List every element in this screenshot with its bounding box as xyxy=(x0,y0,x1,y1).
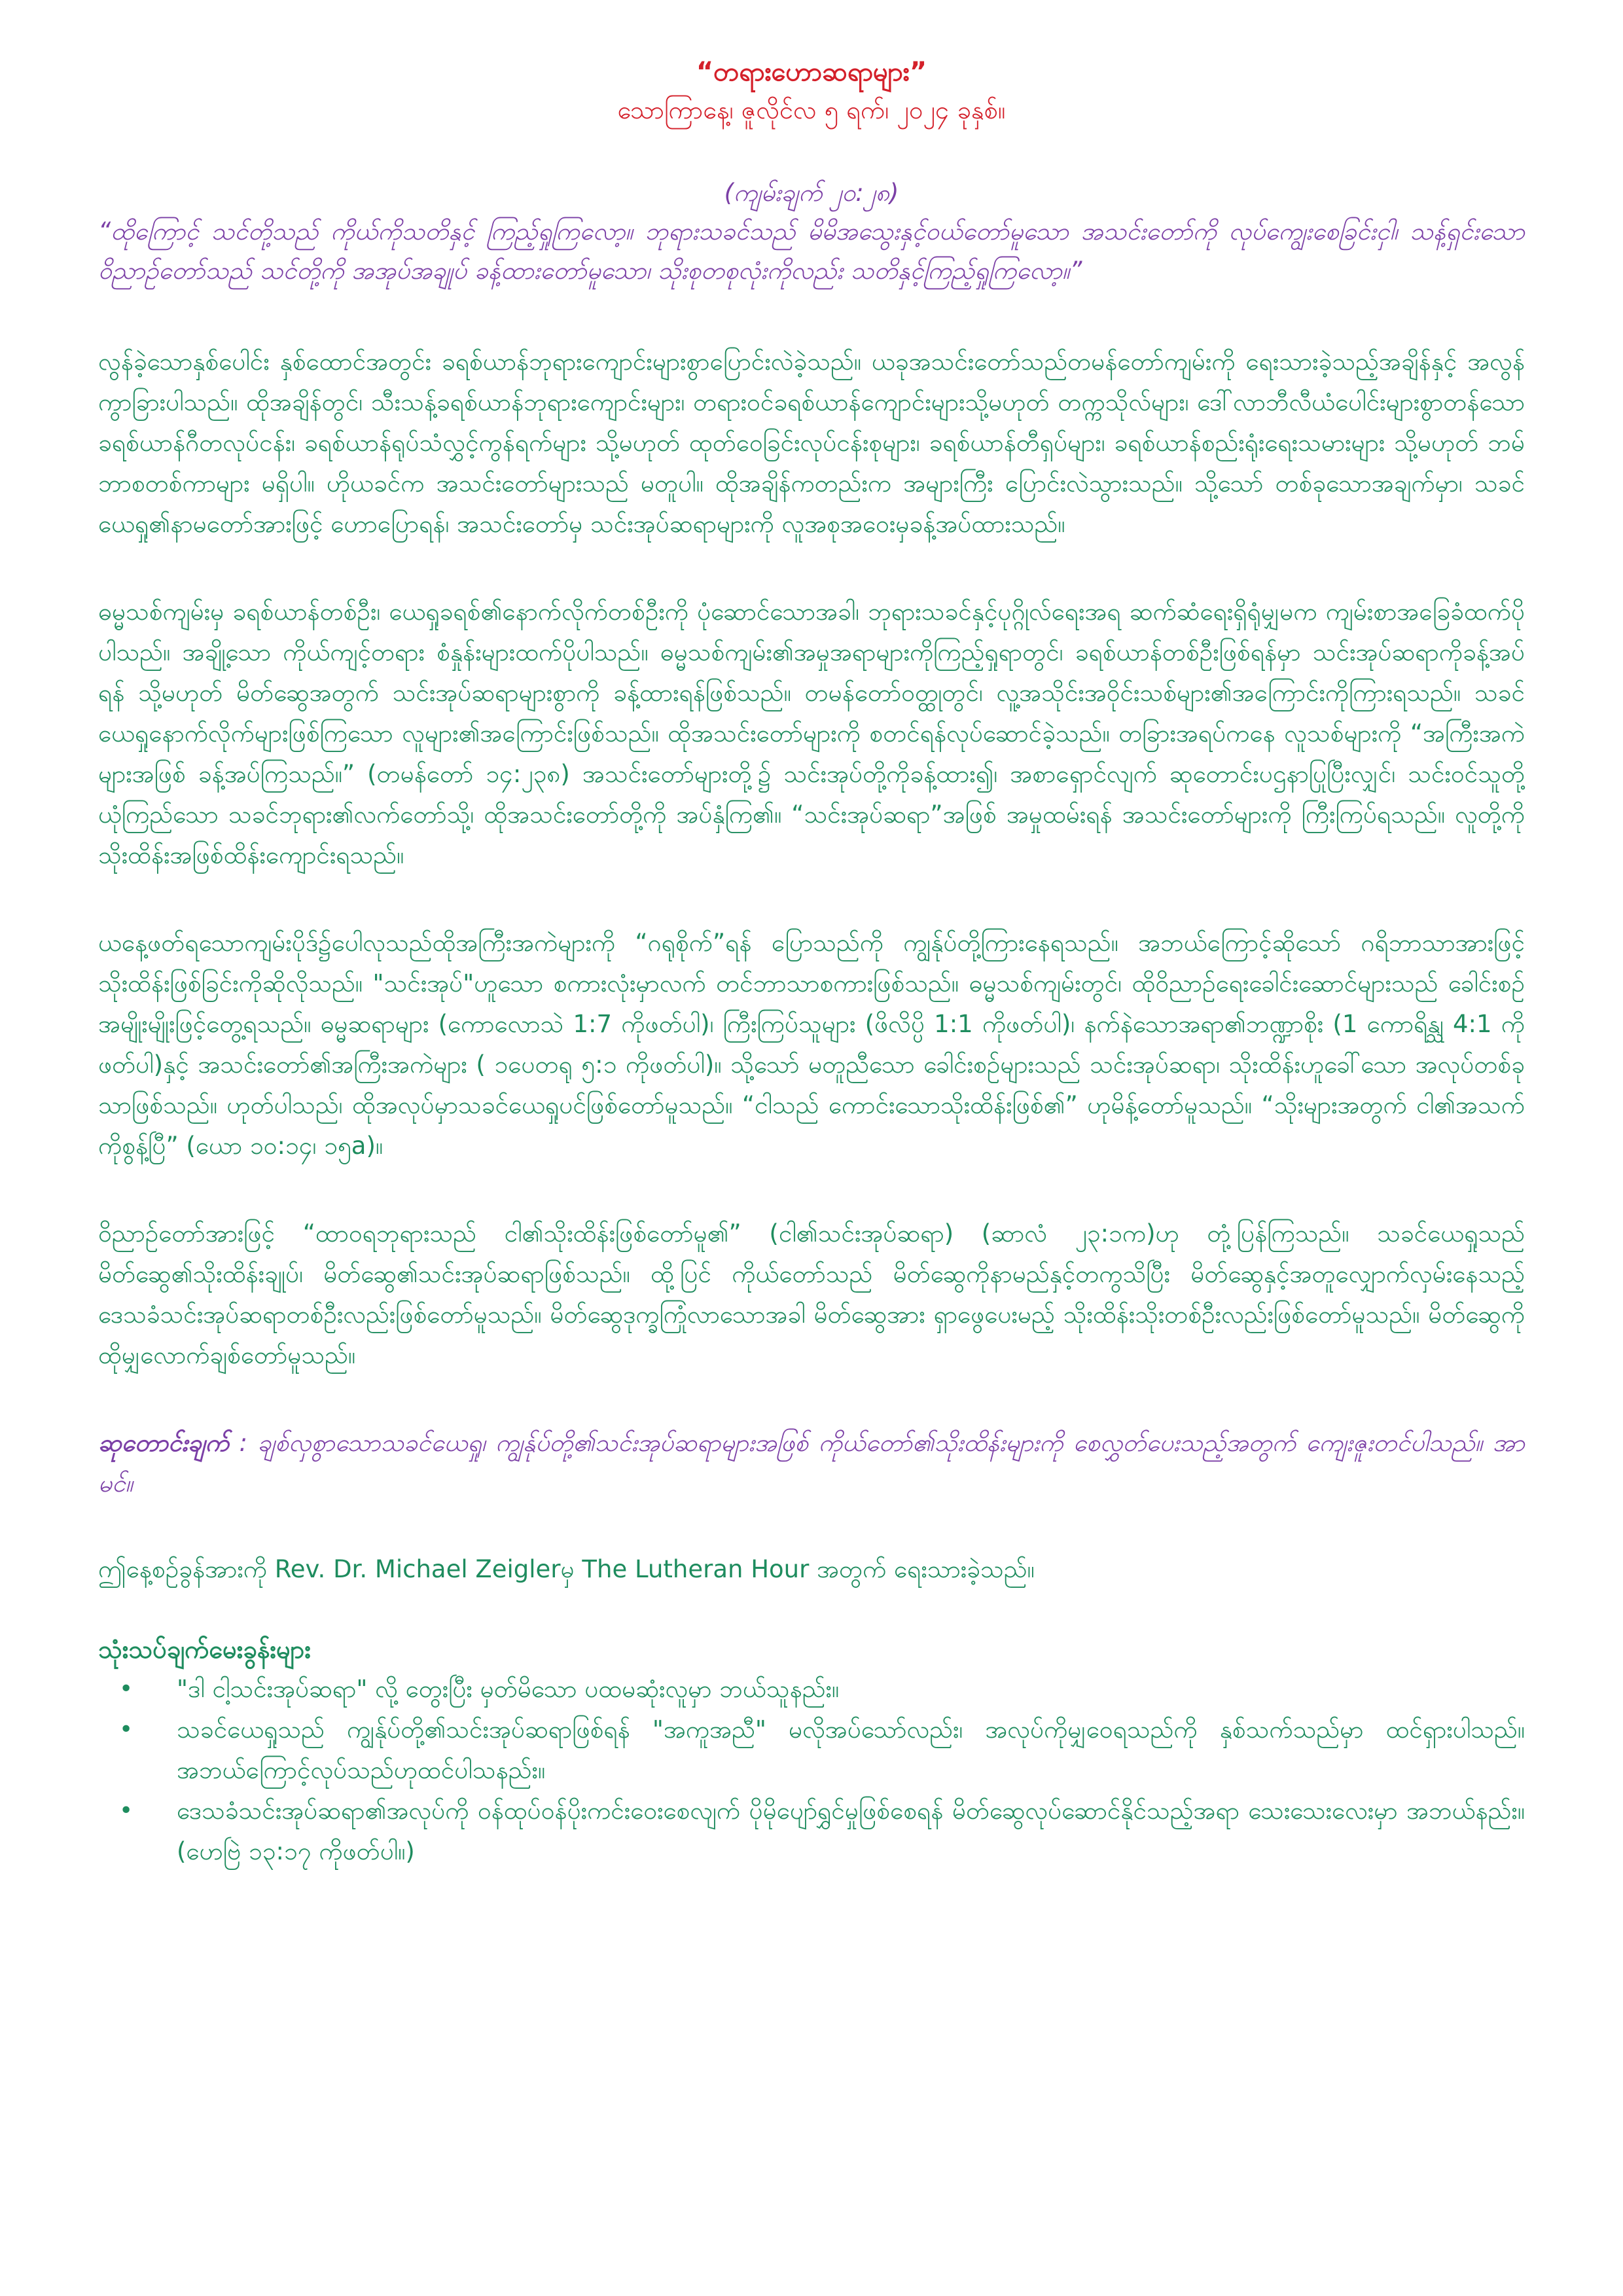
body-paragraph-1: လွန်ခဲ့သောနှစ်ပေါင်း နှစ်ထောင်အတွင်း ခရစ်ယာန်ဘုရားကျောင်းများစွာပြောင်းလဲခဲ့သည်။ ယခုအသင်းတော်သည်တမန်တော်ကျမ်းကို ရေးသားခဲ့သည့်အချိန်နှင့် အလွန်ကွာခြားပါသည်။ ထိုအချိန်တွင်၊ သီးသန့်ခရစ်ယာန်ဘုရားကျောင်းများ၊ တရားဝင်ခရစ်ယာန်ကျောင်းများသို့မဟုတ် တက္ကသိုလ်များ၊ ဒေါ်လာဘီလီယံပေါင်းများစွာတန်သော ခရစ်ယာန်ဂီတလုပ်ငန်း၊ ခရစ်ယာန်ရုပ်သံလွှင့်ကွန်ရက်များ သို့မဟုတ် ထုတ်ဝေခြင်းလုပ်ငန်းစုများ၊ ခရစ်ယာန်တီရှပ်များ၊ ခရစ်ယာန်စည်းရုံးရေးသမားများ သို့မဟုတ် ဘမ်ဘာစတစ်ကာများ မရှိပါ။ ဟိုယခင်က အသင်းတော်များသည် မတူပါ။ ထိုအချိန်ကတည်းက အများကြီး ပြောင်းလဲသွားသည်။ သို့သော် တစ်ခုသောအချက်မှာ၊ သခင်ယေရှု၏နာမတော်အားဖြင့် ဟောပြောရန်၊ အသင်းတော်မှ သင်းအုပ်ဆရာများကို လူအစုအဝေးမှခန့်အပ်ထားသည်။ xyxy=(98,348,1525,538)
bullet-icon: • xyxy=(119,1797,134,1824)
prayer-separator: : xyxy=(228,1429,258,1457)
question-text: "ဒါ ငါ့သင်းအုပ်ဆရာ" လို့ တွေးပြီး မှတ်မိသော ပထမဆုံးလူမှာ ဘယ်သူနည်း။ xyxy=(177,1675,840,1703)
page-date: သောကြာနေ့၊ ဇူလိုင်လ ၅ ရက်၊ ၂၀၂၄ ခုနှစ်။ xyxy=(617,96,1006,124)
body-paragraph-3: ယနေ့ဖတ်ရသောကျမ်းပိုဒ်၌ပေါလုသည်ထိုအကြီးအကဲများကို “ဂရုစိုက်”ရန် ပြောသည်ကို ကျွန်ုပ်တို့ကြားနေရသည်။ အဘယ်ကြောင့်ဆိုသော် ဂရိဘာသာအားဖြင့် သိုးထိန်းဖြစ်ခြင်းကိုဆိုလိုသည်။ "သင်းအုပ်"ဟူသော စကားလုံးမှာလက် တင်ဘာသာစကားဖြစ်သည်။ ဓမ္မသစ်ကျမ်းတွင်၊ ထိုဝိညာဉ်ရေးခေါင်းဆောင်များသည် ခေါင်းစဉ်အမျိုးမျိုးဖြင့်တွေ့ရသည်။ ဓမ္မဆရာများ (ကောလောသဲ 1:7 ကိုဖတ်ပါ)၊ ကြီးကြပ်သူများ (ဖိလိပ္ပိ 1:1 ကိုဖတ်ပါ)၊ နက်နဲသောအရာ၏ဘဏ္ဍာစိုး (1 ကောရိန္သု 4:1 ကိုဖတ်ပါ)နှင့် အသင်းတော်၏အကြီးအကဲများ ( ၁ပေတရု ၅:၁ ကိုဖတ်ပါ)။ သို့သော် မတူညီသော ခေါင်းစဉ်များသည် သင်းအုပ်ဆရာ၊ သိုးထိန်းဟူခေါ်သော အလုပ်တစ်ခုသာဖြစ်သည်။ ဟုတ်ပါသည်၊ ထိုအလုပ်မှာသခင်ယေရှုပင်ဖြစ်တော်မူသည်။ “ငါသည် ကောင်းသောသိုးထိန်းဖြစ်၏” ဟုမိန့်တော်မူသည်။ “သိုးများအတွက် ငါ၏အသက်ကိုစွန့်ပြီ” (ယော ၁၀:၁၄၊ ၁၅a)။ xyxy=(98,929,1525,1160)
question-item xyxy=(98,1710,1525,1791)
question-text: သခင်ယေရှုသည် ကျွန်ုပ်တို့၏သင်းအုပ်ဆရာဖြစ်ရန် "အကူအညီ" မလိုအပ်သော်လည်း၊ အလုပ်ကိုမျှဝေရသည်ကို နှစ်သက်သည်မှာ ထင်ရှားပါသည်။ အဘယ်ကြောင့်လုပ်သည်ဟုထင်ပါသနည်း။ xyxy=(177,1715,1525,1784)
prayer-text: ချစ်လှစွာသောသခင်ယေရှု၊ ကျွန်ုပ်တို့၏သင်းအုပ်ဆရာများအဖြစ် ကိုယ်တော်၏သိုးထိန်းများကို စေလွှတ်ပေးသည့်အတွက် ကျေးဇူးတင်ပါသည်။ အာမင်။ xyxy=(98,1429,1525,1498)
body-paragraph-4: ဝိညာဉ်တော်အားဖြင့် “ထာဝရဘုရားသည် ငါ၏သိုးထိန်းဖြစ်တော်မူ၏” (ငါ၏သင်းအုပ်ဆရာ) (ဆာလံ ၂၃:၁က)ဟု တုံ့ပြန်ကြသည်။ သခင်ယေရှုသည် မိတ်ဆွေ၏သိုးထိန်းချုပ်၊ မိတ်ဆွေ၏သင်းအုပ်ဆရာဖြစ်သည်။ ထို့ပြင် ကိုယ်တော်သည် မိတ်ဆွေကိုနာမည်နှင့်တကွသိပြီး မိတ်ဆွေနှင့်အတူလျှောက်လှမ်းနေသည့် ဒေသခံသင်းအုပ်ဆရာတစ်ဦးလည်းဖြစ်တော်မူသည်။ မိတ်ဆွေဒုက္ခကြုံလာသောအခါ မိတ်ဆွေအား ရှာဖွေပေးမည့် သိုးထိန်းသိုးတစ်ဦးလည်းဖြစ်တော်မူသည်။ မိတ်ဆွေကို ထိုမျှလောက်ချစ်တော်မူသည်။ xyxy=(98,1219,1525,1369)
questions-heading: သုံးသပ်ချက်မေးခွန်းများ xyxy=(98,1635,312,1664)
verse-text: “ထိုကြောင့် သင်တို့သည် ကိုယ်ကိုသတိနှင့် ကြည့်ရှုကြလော့။ ဘုရားသခင်သည် မိမိအသွေးနှင့်ဝယ်တော်မူသော အသင်းတော်ကို လုပ်ကျွေးစေခြင်းငှါ၊ သန့်ရှင်းသော ဝိညာဉ်တော်သည် သင်တို့ကို အအုပ်အချုပ် ခန့်ထားတော်မူသော၊ သိုးစုတစုလုံးကိုလည်း သတိနှင့်ကြည့်ရှုကြလော့။” xyxy=(98,217,1525,285)
author-credit: ဤနေ့စဉ်ခွန်အားကို Rev. Dr. Michael Zeiglerမှ The Lutheran Hour အတွက် ရေးသားခဲ့သည်။ xyxy=(98,1555,1035,1583)
prayer xyxy=(98,1423,1525,1504)
bullet-icon: • xyxy=(119,1716,134,1743)
prayer-label: ဆုတောင်းချက် xyxy=(98,1429,229,1457)
question-text: ဒေသခံသင်းအုပ်ဆရာ၏အလုပ်ကို ဝန်ထုပ်ဝန်ပိုးကင်းဝေးစေလျက် ပိုမိုပျော်ရွှင်မှုဖြစ်စေရန် မိတ်ဆွေလုပ်ဆောင်နိုင်သည့်အရာ သေးသေးလေးမှာ အဘယ်နည်း။ (ဟေဗြဲ ၁၃:၁၇ ကိုဖတ်ပါ။) xyxy=(177,1797,1525,1865)
document-page xyxy=(98,52,1525,1872)
questions-list xyxy=(98,1669,1525,1872)
page-title: “တရားဟောဆရာများ” xyxy=(696,57,927,87)
question-item xyxy=(98,1791,1525,1872)
bullet-icon: • xyxy=(119,1676,134,1702)
question-item xyxy=(98,1669,1525,1710)
verse-reference: (ကျမ်းချက် ၂၀:၂၈) xyxy=(724,179,899,207)
body-paragraph-2: ဓမ္မသစ်ကျမ်းမှ ခရစ်ယာန်တစ်ဦး၊ ယေရှုခရစ်၏နောက်လိုက်တစ်ဦးကို ပုံဆောင်သောအခါ၊ ဘုရားသခင်နှင့်ပုဂ္ဂိုလ်ရေးအရ ဆက်ဆံရေးရှိရုံမျှမက ကျမ်းစာအခြေခံထက်ပိုပါသည်။ အချို့သော ကိုယ်ကျင့်တရား စံနှုန်းများထက်ပိုပါသည်။ ဓမ္မသစ်ကျမ်း၏အမှုအရာများကိုကြည့်ရှုရာတွင်၊ ခရစ်ယာန်တစ်ဦးဖြစ်ရန်မှာ သင်းအုပ်ဆရာကိုခန့်အပ်ရန် သို့မဟုတ် မိတ်ဆွေအတွက် သင်းအုပ်ဆရာများစွာကို ခန့်ထားရန်ဖြစ်သည်။ တမန်တော်ဝတ္ထုတွင်၊ လူ့အသိုင်းအဝိုင်းသစ်များ၏အကြောင်းကိုကြားရသည်။ သခင်ယေရှုနောက်လိုက်များဖြစ်ကြသော လူများ၏အကြောင်းဖြစ်သည်။ ထိုအသင်းတော်များကို စတင်ရန်လုပ်ဆောင်ခဲ့သည်။ တခြားအရပ်ကနေ လူသစ်များကို “အကြီးအကဲများအဖြစ် ခန့်အပ်ကြသည်။” (တမန်တော် ၁၄:၂၃၈) အသင်းတော်များတို့၌ သင်းအုပ်တို့ကိုခန့်ထား၍၊ အစာရှောင်လျက် ဆုတောင်းပဌနာပြုပြီးလျှင်၊ သင်းဝင်သူတို့ယုံကြည်သော သခင်ဘုရား၏လက်တော်သို့၊ ထိုအသင်းတော်တို့ကို အပ်နှံကြ၏။ “သင်းအုပ်ဆရာ”အဖြစ် အမှုထမ်းရန် အသင်းတော်များကို ကြီးကြပ်ရသည်။ လူတို့ကို သိုးထိန်းအဖြစ်ထိန်းကျောင်းရသည်။ xyxy=(98,598,1525,869)
